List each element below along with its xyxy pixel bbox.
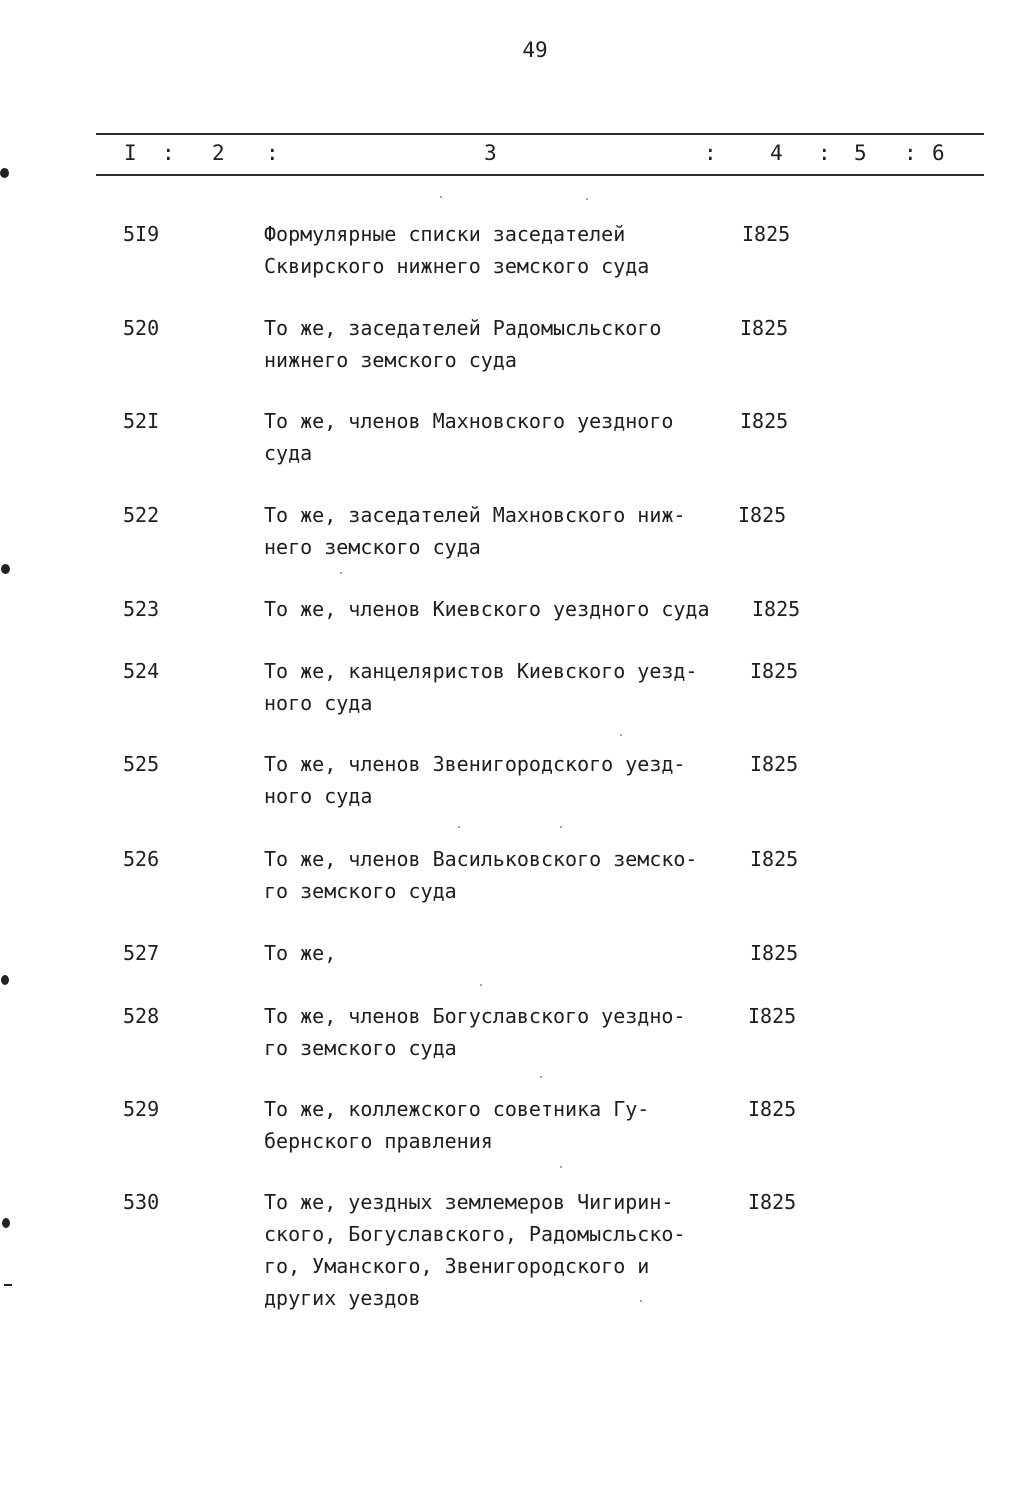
column-separator: :: [704, 141, 717, 165]
entry-number: 525: [123, 752, 160, 776]
binder-mark: [1, 975, 9, 985]
entry-number: 529: [123, 1097, 160, 1121]
entry-year: I825: [748, 1097, 797, 1121]
entry-description: То же, уездных землемеров Чигирин- ского, Богуславского, Радомысльско- го, Уманского, Звенигородского и других уездов: [264, 1190, 686, 1310]
entry-description: То же, канцеляристов Киевского уезд- ного суда: [264, 659, 698, 715]
entry-number: 52I: [123, 409, 160, 433]
column-header-1: I: [124, 141, 137, 165]
column-header-2: 2: [212, 141, 225, 165]
entry-description: То же, членов Киевского уездного суда: [264, 597, 710, 621]
scan-mark: [4, 1284, 12, 1286]
entry-description: То же,: [264, 941, 337, 965]
entry-number: 5I9: [123, 222, 160, 246]
entry-year: I825: [748, 1004, 797, 1028]
entry-year: I825: [742, 222, 791, 246]
entry-number: 523: [123, 597, 160, 621]
column-separator: :: [162, 141, 175, 165]
scan-speck: [540, 1076, 542, 1078]
entry-year: I825: [740, 409, 789, 433]
entry-description: То же, заседателей Радомысльского нижнего земского суда: [264, 316, 662, 372]
scan-speck: [560, 1166, 562, 1168]
entry-year: I825: [752, 597, 801, 621]
scan-speck: [620, 734, 622, 736]
entry-number: 527: [123, 941, 160, 965]
column-separator: :: [266, 141, 279, 165]
scan-speck: [458, 826, 460, 828]
entry-year: I825: [750, 847, 799, 871]
entry-number: 530: [123, 1190, 160, 1214]
column-header-4: 4: [770, 141, 783, 165]
entry-description: То же, членов Звенигородского уезд- ного суда: [264, 752, 686, 808]
column-separator: :: [904, 141, 917, 165]
entry-year: I825: [748, 1190, 797, 1214]
entry-year: I825: [750, 752, 799, 776]
scan-speck: [440, 196, 442, 198]
entry-description: То же, коллежского советника Гу- бернского правления: [264, 1097, 650, 1153]
scan-speck: [640, 1300, 642, 1302]
scan-speck: [480, 984, 482, 986]
scan-speck: [586, 198, 588, 200]
entry-year: I825: [738, 503, 787, 527]
entry-number: 526: [123, 847, 160, 871]
page-number: 49: [522, 38, 548, 62]
binder-mark: [2, 1218, 10, 1228]
entry-number: 520: [123, 316, 160, 340]
entry-number: 524: [123, 659, 160, 683]
column-header-5: 5: [854, 141, 867, 165]
entry-number: 522: [123, 503, 160, 527]
entry-year: I825: [750, 659, 799, 683]
binder-mark: [0, 168, 9, 178]
table-header: [0, 141, 1024, 169]
binder-mark: [1, 564, 10, 574]
entry-year: I825: [750, 941, 799, 965]
entry-number: 528: [123, 1004, 160, 1028]
column-header-6: 6: [932, 141, 945, 165]
header-top-rule: [96, 133, 984, 135]
entry-description: Формулярные списки заседателей Сквирского нижнего земского суда: [264, 222, 650, 278]
header-bottom-rule: [96, 174, 984, 176]
scan-speck: [560, 826, 562, 828]
entry-description: То же, членов Махновского уездного суда: [264, 409, 674, 465]
entry-description: То же, членов Богуславского уездно- го земского суда: [264, 1004, 686, 1060]
entry-year: I825: [740, 316, 789, 340]
entry-description: То же, заседателей Махновского ниж- него земского суда: [264, 503, 686, 559]
entry-description: То же, членов Васильковского земско- го земского суда: [264, 847, 698, 903]
scan-speck: [340, 572, 342, 574]
column-header-3: 3: [484, 141, 497, 165]
column-separator: :: [818, 141, 831, 165]
